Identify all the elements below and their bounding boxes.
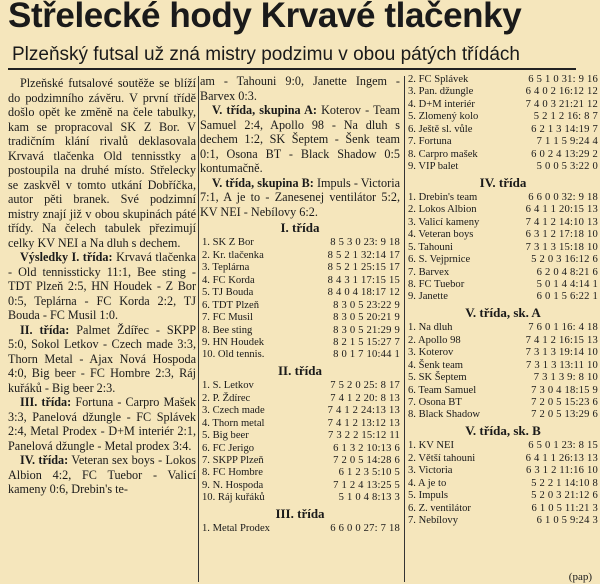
team-stats: 8 5 3 0 23: 9 18	[330, 237, 400, 249]
team-name: 1. Drebin's team	[408, 191, 478, 203]
headline: Střelecké hody Krvavé tlačenky	[8, 0, 522, 35]
article-column-1	[8, 76, 196, 497]
team-stats: 8 2 1 5 15:27 7	[333, 336, 400, 348]
team-stats: 6 2 1 3 14:19 7	[531, 123, 598, 135]
team-stats: 6 0 2 4 13:29 2	[531, 148, 598, 160]
team-name: 5. Impuls	[408, 490, 449, 502]
standings-table-second-class	[200, 380, 400, 504]
team-name: 6. FC Jerigo	[202, 442, 255, 454]
team-name: 3. Teplárna	[202, 262, 250, 274]
results-continuation: am - Tahouni 9:0, Janette Ingem - Barvex 0:3.	[200, 74, 400, 103]
results-text: Veteran sex boys - Lokos Albion 4:2, FC Tuebor - Valicí kameny 0:6, Drebin's te-	[8, 453, 196, 496]
table-title: IV. třída	[479, 174, 527, 190]
team-name: 9. VIP balet	[408, 161, 459, 173]
article-column-3	[408, 74, 598, 528]
team-stats: 7 2 0 5 14:28 6	[333, 454, 400, 466]
team-name: 2. FC Splávek	[408, 73, 469, 85]
column-divider	[198, 76, 199, 582]
team-stats: 7 4 1 2 14:10 13	[525, 216, 598, 228]
team-name: 6. TDT Plzeň	[202, 299, 259, 311]
team-name: 3. Koterov	[408, 347, 454, 359]
standings-table-fifth-class-b	[408, 440, 598, 527]
team-name: 5. TJ Bouda	[202, 287, 254, 299]
results-text: Impuls - Victoria 7:1, A je to - Zanesenej ventilátor 5:2, KV NEI - Nebílovy 6:2.	[200, 175, 401, 219]
team-name: 6. Team Samuel	[408, 384, 477, 396]
table-row	[408, 410, 598, 422]
team-name: 1. Metal Prodex	[202, 523, 270, 535]
team-name: 7. Barvex	[408, 266, 450, 278]
team-stats: 8 5 2 1 32:14 17	[327, 249, 400, 261]
team-name: 3. Pan. džungle	[408, 86, 474, 98]
team-name: 4. D+M interiér	[408, 98, 475, 110]
results-label: V. třída, skupina B:	[212, 175, 314, 190]
team-stats: 5 1 0 4 8:13 3	[338, 492, 400, 504]
team-stats: 7 4 1 2 20: 8 13	[330, 392, 400, 404]
team-stats: 6 3 1 2 17:18 10	[525, 229, 598, 241]
table-row	[200, 492, 400, 504]
team-name: 4. FC Korda	[202, 274, 255, 286]
results-second-class	[8, 323, 196, 396]
team-stats: 5 2 1 2 16: 8 7	[533, 111, 598, 123]
team-name: 2. Apollo 98	[408, 334, 461, 346]
results-label: V. třída, skupina A:	[212, 103, 317, 117]
team-name: 7. FC Musil	[202, 312, 253, 324]
team-name: 7. Nebílovy	[408, 515, 459, 527]
table-title: V. třída, sk. A	[465, 304, 541, 320]
table-row	[408, 292, 598, 304]
results-text: Krvavá tlačenka - Old tennissticky 11:1, Bee sting - TDT Plzeň 2:5, HN Houdek - Z Bor 0:5, Teplárna - FC Korda 2:2, TJ Bouda - FC Musil 1:0.	[8, 250, 196, 322]
results-label: Výsledky I. třída:	[20, 250, 113, 264]
table-row	[408, 161, 598, 173]
team-stats: 7 1 1 5 9:24 4	[536, 136, 598, 148]
team-name: 4. Thorn metal	[202, 417, 265, 429]
team-stats: 6 6 0 0 27: 7 18	[330, 523, 400, 535]
table-row	[200, 349, 400, 361]
team-stats: 7 2 0 5 15:23 6	[531, 397, 598, 409]
team-name: 9. HN Houdek	[202, 336, 265, 348]
team-stats: 6 4 1 1 26:13 13	[525, 452, 598, 464]
table-title: I. třída	[280, 220, 320, 235]
team-stats: 6 0 1 5 6:22 1	[536, 291, 598, 303]
team-name: 5. Zlomený kolo	[408, 111, 479, 123]
team-name: 9. Janette	[408, 291, 449, 303]
team-name: 7. SKPP Plzeň	[202, 454, 264, 466]
team-stats: 7 4 0 3 21:21 12	[525, 98, 598, 110]
team-stats: 7 3 0 4 18:15 9	[531, 384, 598, 396]
team-stats: 5 0 1 4 4:14 1	[536, 279, 598, 291]
intro-paragraph: Plzeňské futsalové soutěže se blíží do podzimního závěru. V první třídě došlo opět ke změně na čele tabulky, kam se propracoval SK Z Bor. V tradičním klání rivalů deklasovala Krvavá tlačenka Old tennisstky a postoupila na druhé místo. Střelecky se zaskvěl v tomto utkání Dobříčka, autor pěti branek. Své podzimní mistry znají již v obou skupinách páté třídy. Na čelech tabulek přezimují celky KV NEI a Na dluh s dechem.	[8, 76, 196, 250]
team-name: 8. Bee sting	[202, 324, 253, 336]
results-fifth-class-b	[200, 176, 400, 220]
team-name: 6. Ještě sl. vůle	[408, 123, 473, 135]
subheadline-underline	[8, 68, 576, 70]
results-fourth-class	[8, 453, 196, 497]
team-stats: 6 5 0 1 23: 8 15	[528, 440, 598, 452]
team-name: 8. FC Hombre	[202, 467, 263, 479]
team-name: 2. Lokos Albion	[408, 204, 477, 216]
team-stats: 8 0 1 7 10:44 1	[333, 349, 400, 361]
team-name: 3. Czech made	[202, 405, 265, 417]
team-name: 4. A je to	[408, 477, 447, 489]
results-label: II. třída:	[20, 322, 70, 337]
team-name: 1. Na dluh	[408, 322, 453, 334]
team-name: 5. SK Šeptem	[408, 372, 467, 384]
team-stats: 6 1 2 3 5:10 5	[338, 467, 400, 479]
team-stats: 8 4 0 4 18:17 12	[327, 287, 400, 299]
team-name: 1. SK Z Bor	[202, 237, 254, 249]
table-title: V. třída, sk. B	[465, 422, 541, 438]
team-stats: 7 3 1 3 15:18 10	[525, 241, 598, 253]
team-stats: 8 3 0 5 23:22 9	[333, 299, 400, 311]
column-divider	[404, 76, 405, 582]
table-title: III. třída	[275, 505, 325, 521]
team-name: 6. Z. ventilátor	[408, 502, 471, 514]
author-credit: (pap)	[568, 571, 592, 583]
team-stats: 5 2 0 3 16:12 6	[531, 254, 598, 266]
team-stats: 7 3 1 3 9: 8 10	[533, 372, 598, 384]
results-text: Palmet Ždířec - SKPP 5:0, Sokol Letkov - Czech made 3:3, Thorn Metal - Ajax Nová Hospoda 4:0, Big beer - FC Hombre 2:3, Ráj kuřáků - Big beer 2:3.	[8, 322, 196, 395]
team-stats: 7 3 1 3 19:14 10	[525, 347, 598, 359]
team-stats: 8 5 2 1 25:15 17	[327, 262, 400, 274]
standings-table-third-class-continued	[408, 74, 598, 174]
team-stats: 8 3 0 5 20:21 9	[333, 312, 400, 324]
team-name: 8. Carpro mašek	[408, 148, 478, 160]
team-name: 2. Větší tahouni	[408, 452, 476, 464]
team-stats: 7 4 1 2 24:13 13	[327, 405, 400, 417]
team-name: 9. N. Hospoda	[202, 479, 264, 491]
team-name: 1. KV NEI	[408, 440, 455, 452]
team-name: 3. Valicí kameny	[408, 216, 480, 228]
team-stats: 8 4 3 1 17:15 15	[327, 274, 400, 286]
team-stats: 7 4 1 2 13:12 13	[327, 417, 400, 429]
team-stats: 5 2 0 3 21:12 6	[531, 490, 598, 502]
team-stats: 6 1 0 5 11:21 3	[531, 502, 598, 514]
subheadline: Plzeňský futsal už zná mistry podzimu v obou pátých třídách	[12, 44, 520, 65]
table-title: II. třída	[277, 362, 323, 378]
team-stats: 6 5 1 0 31: 9 16	[528, 73, 598, 85]
team-stats: 6 6 0 0 32: 9 18	[528, 191, 598, 203]
team-stats: 7 2 0 5 13:29 6	[531, 409, 598, 421]
results-label: IV. třída:	[20, 453, 69, 467]
team-name: 4. Veteran boys	[408, 229, 474, 241]
team-stats: 7 5 2 0 25: 8 17	[330, 380, 400, 392]
results-label: III. třída:	[20, 395, 72, 409]
team-stats: 7 4 1 2 16:15 13	[525, 334, 598, 346]
standings-table-first-class	[200, 238, 400, 362]
team-stats: 6 2 0 4 8:21 6	[536, 266, 598, 278]
table-row	[408, 515, 598, 527]
team-name: 1. S. Letkov	[202, 380, 254, 392]
team-stats: 7 6 0 1 16: 4 18	[528, 322, 598, 334]
team-stats: 7 1 2 4 13:25 5	[333, 479, 400, 491]
results-fifth-class-a	[200, 103, 400, 176]
team-stats: 7 3 2 2 15:12 11	[328, 430, 400, 442]
team-stats: 6 1 3 2 10:13 6	[333, 442, 400, 454]
team-name: 10. Ráj kuřáků	[202, 492, 265, 504]
team-name: 8. Black Shadow	[408, 409, 481, 421]
standings-table-fifth-class-a	[408, 322, 598, 422]
results-third-class	[8, 395, 196, 453]
team-name: 2. Kr. tlačenka	[202, 249, 264, 261]
results-text: Fortuna - Carpro Mašek 3:3, Panelová džungle - FC Splávek 2:4, Metal Prodex - D+M interiér 2:1, Panelová džungle - Metal prodex 3:4.	[8, 395, 196, 453]
team-stats: 6 4 1 1 20:15 13	[525, 204, 598, 216]
standings-table-fourth-class	[408, 192, 598, 304]
team-name: 8. FC Tuebor	[408, 279, 465, 291]
team-stats: 6 1 0 5 9:24 3	[536, 515, 598, 527]
team-stats: 6 3 1 2 11:16 10	[526, 465, 598, 477]
results-text: Koterov - Team Samuel 2:4, Apollo 98 - Na dluh s dechem 1:2, SK Šeptem - Šenk team 0:1, Osona BT - Black Shadow 0:5 kontumačně.	[200, 103, 400, 175]
team-stats: 7 3 1 3 13:11 10	[526, 359, 598, 371]
team-name: 10. Old tennis.	[202, 349, 265, 361]
team-name: 3. Victoria	[408, 465, 453, 477]
results-first-class	[8, 250, 196, 323]
team-name: 5. Big beer	[202, 430, 249, 442]
article-column-2	[200, 74, 400, 536]
team-name: 6. S. Vejprnice	[408, 254, 471, 266]
team-stats: 6 4 0 2 16:12 12	[525, 86, 598, 98]
team-name: 7. Fortuna	[408, 136, 452, 148]
team-stats: 8 3 0 5 21:29 9	[333, 324, 400, 336]
table-row	[200, 523, 400, 535]
team-name: 5. Tahouni	[408, 241, 453, 253]
team-name: 2. P. Ždírec	[202, 392, 251, 404]
team-name: 7. Osona BT	[408, 397, 462, 409]
team-stats: 5 0 0 5 3:22 0	[536, 161, 598, 173]
team-stats: 5 2 2 1 14:10 8	[531, 477, 598, 489]
team-name: 4. Šenk team	[408, 359, 464, 371]
